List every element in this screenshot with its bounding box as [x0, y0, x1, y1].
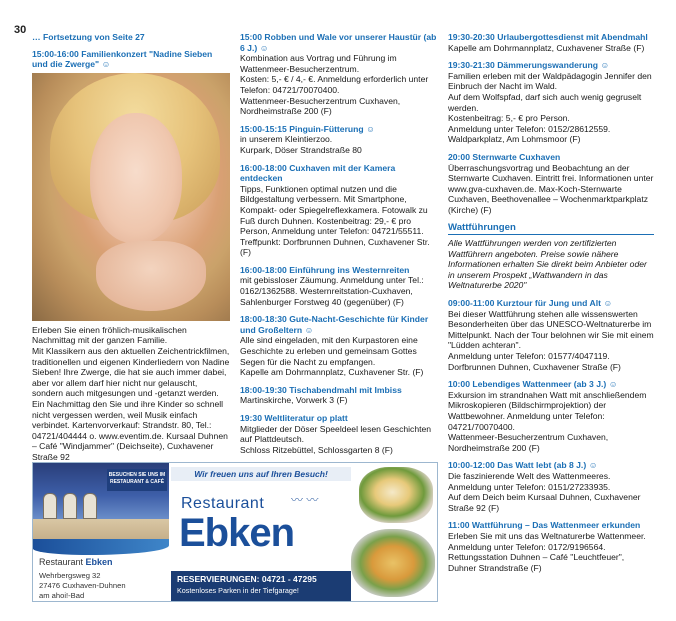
event-entry: [448, 379, 654, 453]
restaurant-advertisement[interactable]: [32, 462, 438, 602]
ad-restaurant-name: [39, 557, 113, 567]
event-entry: [448, 298, 654, 372]
event-entry: [240, 32, 440, 117]
column-1: [32, 32, 230, 463]
event-title: 18:00-18:30 Gute-Nacht-Geschichte für Kinder und Großeltern ☺: [240, 314, 429, 335]
event-body: Bei dieser Wattführung stehen alle wissenswerten Besonderheiten über das UNESCO-Weltnaturerbe im Mittelpunkt. Nach der Tour belohnen wir Sie mit einem "Lüdden achteran". Anmeldung unter Telefon: 01577/4047119. Dorfbrunnen Duhnen, Cuxhavener Straße (F): [448, 308, 654, 372]
event-entry: [240, 265, 440, 307]
food-photo: [351, 529, 435, 597]
page-number: 30: [14, 24, 27, 36]
section-note-text: Alle Wattführungen werden von zertifizierten Wattführern angeboten. Preise sowie nähere Informationen erhalten Sie direkt beim Anbieter oder in unserem Prospekt „Wattwandern in das Weltnaturerbe 2020": [448, 238, 647, 291]
food-photo: [359, 467, 433, 523]
event-body: Mitglieder der Döser Speeldeel lesen Geschichten auf Plattdeutsch. Schloss Ritzebüttel, Schlossgarten 8 (F): [240, 423, 432, 455]
ad-address: Wehrbergsweg 32 27476 Cuxhaven-Duhnen am ahoi!-Bad: [39, 571, 126, 600]
event-title: 19:30-20:30 Urlaubergottesdienst mit Abendmahl: [448, 32, 648, 42]
column-2: [240, 32, 440, 462]
event-title: 15:00-15:15 Pinguin-Fütterung ☺: [240, 123, 375, 134]
event-body: Erleben Sie einen fröhlich-musikalischen Nachmittag mit der ganzen Familie. Mit Klassikern aus den aktuellen Zeichentrickfilmen, traditionellen und eigenen Kinderliedern von Nadine Sieben! Ihre Zwerge, die hat sie auch immer dabei, aber vor allem darf hier nicht nur gelauscht, sondern auch mitgesungen und -getanzt werden. Ein Nachmittag den Sie und ihre Kinder so schnell nicht vergessen werden, weil Musik einfach verbindet. Kartenvorverkauf: Strandstr. 80, Tel.: 04721/404444 o. www.eventim.de. Kursaal Duhnen – Café "Windjammer" (Deichseite), Cuxhavener Straße 92: [32, 324, 230, 462]
event-body: Überraschungsvortrag und Beobachtung an der Sternwarte Cuxhaven. Eintritt frei. Informationen unter www.gva-cuxhaven.de. Max-Koch-Sternwarte Cuxhaven, Beethovenallee – Wochenmarktparkplatz (Kirche) (F): [448, 162, 654, 215]
seagull-icon: 〰 〰: [291, 493, 319, 507]
event-entry: [240, 385, 440, 406]
event-entry: [448, 460, 654, 513]
beach-chair-icon: [63, 493, 77, 519]
event-body: Exkursion im strandnahen Watt mit anschließendem Mikroskopieren (Bildschirmprojektion) der Wattbewohner. Anmeldung unter Telefon: 04721/70070400. Wattenmeer-Besucherzentrum Cuxhaven, Nordheimstraße 200 (F): [448, 389, 647, 453]
photo-face: [90, 113, 182, 243]
beach-photo: [33, 463, 169, 543]
event-title: 16:00-18:00 Cuxhaven mit der Kamera entdecken: [240, 162, 396, 184]
event-title: 09:00-11:00 Kurztour für Jung und Alt ☺: [448, 298, 613, 309]
event-body: Familien erleben mit der Waldpädagogin Jennifer den Einbruch der Nacht im Wald. Auf dem Wolfspfad, darf sich auch wenig gegruselt werden. Kostenbeitrag: 5,- € pro Person. Anmeldung unter Telefon: 0152/28612559. Waldparkplatz, Am Lohmsmoor (F): [448, 70, 652, 145]
logo-restaurant-text: Restaurant: [181, 495, 265, 512]
event-entry: [448, 32, 654, 53]
section-note: [448, 238, 654, 291]
event-title: 19:30 Weltliteratur op platt: [240, 413, 348, 423]
wave-graphic: [33, 539, 169, 555]
ad-badge: BESUCHEN SIE UNS IM RESTAURANT & CAFÉ: [107, 469, 167, 491]
event-entry: [240, 413, 440, 455]
beach-chair-icon: [83, 493, 97, 519]
ad-name-strong: Ebken: [85, 557, 113, 567]
ad-name-prefix: Restaurant: [39, 557, 86, 567]
event-title: 20:00 Sternwarte Cuxhaven: [448, 151, 561, 162]
event-entry: [240, 163, 440, 258]
event-title: 19:30-21:30 Dämmerungswanderung ☺: [448, 60, 610, 71]
reservation-phone: RESERVIERUNGEN: 04721 - 47295: [177, 574, 317, 584]
event-title: 11:00 Wattführung – Das Wattenmeer erkunden: [448, 520, 641, 531]
event-body: Kombination aus Vortrag und Führung im Wattenmeer-Besucherzentrum. Kosten: 5,- € / 4,- €. Anmeldung erforderlich unter Telefon: 04721/70070400. Wattenmeer-Besucherzentrum Cuxhaven, Nordheimstraße 200 (F): [240, 53, 429, 117]
logo-ebken-text: Ebken: [179, 511, 295, 555]
event-body: Tipps, Funktionen optimal nutzen und die Bildgestaltung verbessern. Mit Smartphone, Kompakt- oder Spiegelreflexkamera. Fotowalk zu Fuß durch Duhnen. Kostenbeitrag: 29,- € pro Person, Anmeldung unter Telefon: 04721/55511. Treffpunkt: Dorfbrunnen Duhnen, Cuxhavener Str. (F): [240, 183, 430, 258]
event-body: in unserem Kleintierzoo. Kurpark, Döser Strandstraße 80: [240, 134, 362, 155]
event-entry: [448, 152, 654, 216]
beach-chair-icon: [43, 493, 57, 519]
event-entry: [240, 314, 440, 378]
event-title: 18:00-19:30 Tischabendmahl mit Imbiss: [240, 384, 402, 395]
reservation-bar: [171, 571, 351, 601]
section-heading: Wattführungen: [448, 223, 654, 236]
event-body: Kapelle am Dohrmannplatz, Cuxhavener Straße (F): [448, 42, 645, 53]
event-title: 10:00 Lebendiges Wattenmeer (ab 3 J.) ☺: [448, 379, 618, 390]
ad-banner: Wir freuen uns auf Ihren Besuch!: [171, 467, 351, 481]
event-body: Die faszinierende Welt des Wattenmeeres. Anmeldung unter Telefon: 0151/27233935. Auf dem Deich beim Kursaal Duhnen, Cuxhavener Straße 92 (F): [448, 470, 641, 513]
event-entry: [240, 124, 440, 156]
ad-left-panel: [33, 463, 169, 601]
event-entry: [448, 520, 654, 573]
event-body: Erleben Sie mit uns das Weltnaturerbe Wattenmeer. Anmeldung unter Telefon: 0172/9196564. Rettungsstation Duhnen – Café "Leuchtfeuer", Duhner Strandstraße (F): [448, 530, 646, 573]
event-title: 16:00-18:00 Einführung ins Westernreiten: [240, 264, 410, 275]
event-title: 15:00 Robben und Wale vor unserer Haustür (ab 6 J.) ☺: [240, 32, 437, 53]
singer-photo: [32, 73, 230, 321]
event-body: Alle sind eingeladen, mit den Kurpastoren eine Geschichte zu erleben und gemeinsam Gottes Segen für die Nacht zu empfangen. Kapelle am Dohrmannplatz, Cuxhavener Str. (F): [240, 335, 424, 378]
event-title: 15:00-16:00 Familienkonzert "Nadine Sieben und die Zwerge" ☺: [32, 48, 213, 70]
ad-right-panel: [171, 463, 437, 601]
column-3: [448, 32, 654, 580]
event-body: Martinskirche, Vorwerk 3 (F): [240, 395, 348, 406]
event-entry: [448, 60, 654, 145]
continuation-note: … Fortsetzung von Seite 27: [32, 32, 145, 42]
event-title: 10:00-12:00 Das Watt lebt (ab 8 J.) ☺: [448, 460, 598, 471]
parking-note: Kostenloses Parken in der Tiefgarage!: [177, 586, 299, 595]
event-body: mit gebissloser Zäumung. Anmeldung unter Tel.: 0162/1362588. Westernreitstation-Cuxhaven, Sahlenburger Forstweg 40 (gegenüber) (F): [240, 275, 424, 307]
photo-hand: [96, 241, 206, 311]
